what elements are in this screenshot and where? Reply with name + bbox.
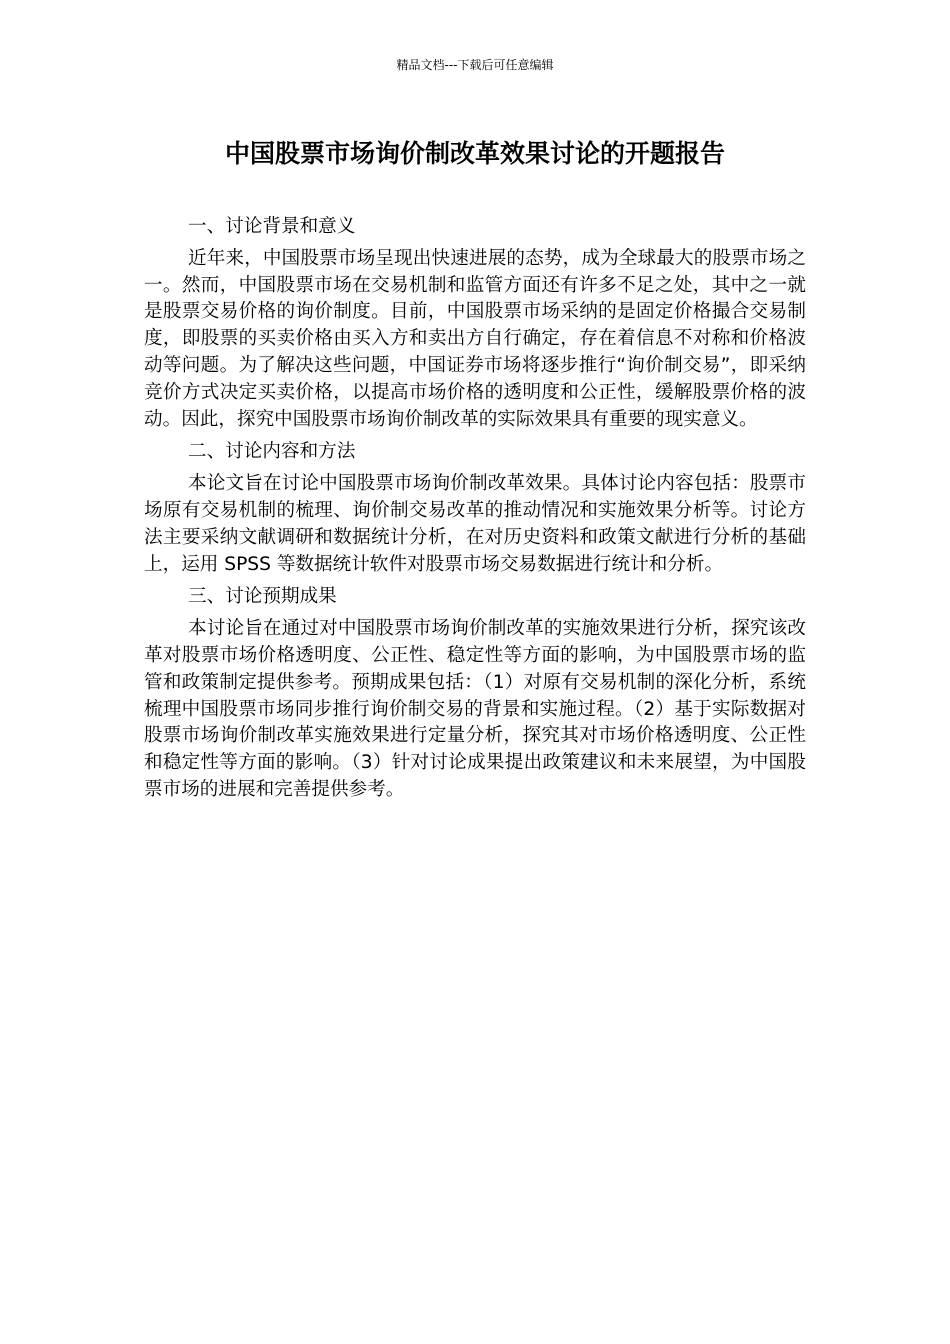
section-paragraph: 近年来，中国股票市场呈现出快速进展的态势，成为全球最大的股票市场之一。然而，中国股票市场在交易机制和监管方面还有许多不足之处，其中之一就是股票交易价格的询价制度。目前，中国股票市场采纳的是固定价格撮合交易制度，即股票的买卖价格由买入方和卖出方自行确定，存在着信息不对称和价格波动等问题。为了解决这些问题，中国证券市场将逐步推行“询价制交易”，即采纳竞价方式决定买卖价格，以提高市场价格的透明度和公正性，缓解股票价格的波动。因此，探究中国股票市场询价制改革的实际效果具有重要的现实意义。 (144, 247, 806, 430)
section-content-method (144, 439, 806, 578)
document-title: 中国股票市场询价制改革效果讨论的开题报告 (224, 139, 725, 168)
section-heading: 一、讨论背景和意义 (188, 216, 356, 237)
document-body (144, 214, 806, 810)
section-paragraph: 本论文旨在讨论中国股票市场询价制改革效果。具体讨论内容包括：股票市场原有交易机制的梳理、询价制交易改革的推动情况和实施效果分析等。讨论方法主要采纳文献调研和数据统计分析，在对历史资料和政策文献进行分析的基础上，运用 SPSS 等数据统计软件对股票市场交易数据进行统计和分析。 (144, 473, 806, 575)
section-paragraph: 本讨论旨在通过对中国股票市场询价制改革的实施效果进行分析，探究该改革对股票市场价格透明度、公正性、稳定性等方面的影响，为中国股票市场的监管和政策制定提供参考。预期成果包括：（1）对原有交易机制的深化分析，系统梳理中国股票市场同步推行询价制交易的背景和实施过程。（2）基于实际数据对股票市场询价制改革实施效果进行定量分析，探究其对市场价格透明度、公正性和稳定性等方面的影响。（3）针对讨论成果提出政策建议和未来展望，为中国股票市场的进展和完善提供参考。 (144, 618, 806, 800)
section-expected-results (144, 584, 806, 803)
section-background (144, 214, 806, 433)
section-heading: 二、讨论内容和方法 (188, 441, 356, 463)
section-heading: 三、讨论预期成果 (188, 586, 337, 608)
page-header: 精品文档---下载后可任意编辑 (396, 58, 554, 72)
